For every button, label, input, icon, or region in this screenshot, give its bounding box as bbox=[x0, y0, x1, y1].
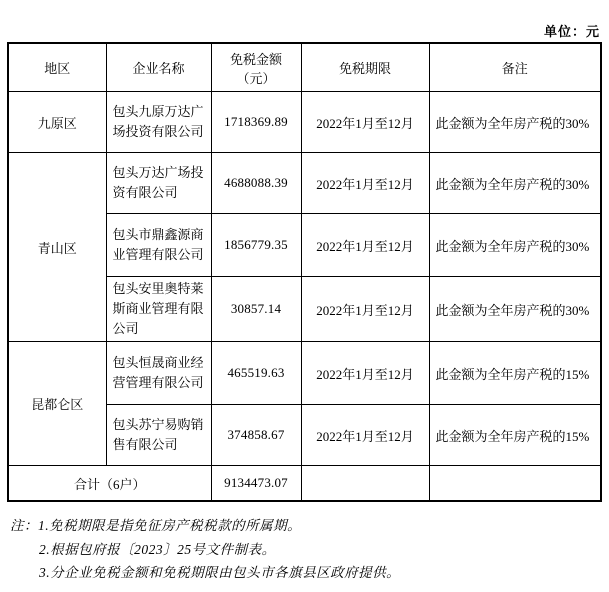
amount-cell: 30857.14 bbox=[211, 277, 301, 342]
table-row bbox=[8, 92, 601, 153]
footnote-line bbox=[10, 514, 400, 538]
table-header-row bbox=[8, 43, 601, 92]
region-cell: 昆都仑区 bbox=[8, 342, 106, 466]
company-cell: 包头市鼎鑫源商业管理有限公司 bbox=[106, 214, 211, 277]
remark-cell: 此金额为全年房产税的30% bbox=[429, 277, 601, 342]
table-row bbox=[8, 342, 601, 405]
period-cell: 2022年1月至12月 bbox=[301, 92, 429, 153]
company-cell: 包头苏宁易购销售有限公司 bbox=[106, 405, 211, 466]
footnote-line: 3.分企业免税金额和免税期限由包头市各旗县区政府提供。 bbox=[39, 565, 401, 580]
period-cell: 2022年1月至12月 bbox=[301, 153, 429, 214]
amount-cell: 1856779.35 bbox=[211, 214, 301, 277]
header-region: 地区 bbox=[8, 43, 106, 92]
footnote-text: 1.免税期限是指免征房产税税款的所属期。 bbox=[38, 518, 302, 533]
footnote-line: 2.根据包府报〔2023〕25号文件制表。 bbox=[39, 541, 276, 557]
amount-cell: 465519.63 bbox=[211, 342, 301, 405]
header-remark: 备注 bbox=[429, 43, 601, 92]
header-amount: 免税金额（元） bbox=[211, 43, 301, 92]
period-cell: 2022年1月至12月 bbox=[301, 342, 429, 405]
company-cell: 包头安里奥特莱斯商业管理有限公司 bbox=[106, 277, 211, 342]
region-cell: 青山区 bbox=[8, 153, 106, 342]
period-cell: 2022年1月至12月 bbox=[301, 405, 429, 466]
company-cell: 包头万达广场投资有限公司 bbox=[106, 153, 211, 214]
company-cell: 包头九原万达广场投资有限公司 bbox=[106, 92, 211, 153]
remark-cell: 此金额为全年房产税的30% bbox=[429, 153, 601, 214]
amount-cell: 4688088.39 bbox=[211, 153, 301, 214]
remark-cell: 此金额为全年房产税的15% bbox=[429, 342, 601, 405]
period-cell: 2022年1月至12月 bbox=[301, 214, 429, 277]
amount-cell: 1718369.89 bbox=[211, 92, 301, 153]
table-row bbox=[8, 153, 601, 214]
total-amount-cell: 9134473.07 bbox=[211, 466, 301, 501]
total-remark-cell-empty bbox=[429, 466, 601, 501]
header-company: 企业名称 bbox=[106, 43, 211, 92]
remark-cell: 此金额为全年房产税的15% bbox=[429, 405, 601, 466]
region-cell: 九原区 bbox=[8, 92, 106, 153]
remark-cell: 此金额为全年房产税的30% bbox=[429, 214, 601, 277]
total-period-cell-empty bbox=[301, 466, 429, 501]
total-label-cell: 合计（6户） bbox=[8, 466, 211, 501]
amount-cell: 374858.67 bbox=[211, 405, 301, 466]
tax-exemption-table bbox=[7, 42, 602, 502]
period-cell: 2022年1月至12月 bbox=[301, 277, 429, 342]
footnote-prefix: 注： bbox=[10, 518, 38, 533]
remark-cell: 此金额为全年房产税的30% bbox=[429, 92, 601, 153]
header-period: 免税期限 bbox=[301, 43, 429, 92]
company-cell: 包头恒晟商业经营管理有限公司 bbox=[106, 342, 211, 405]
unit-label: 单位：元 bbox=[543, 24, 600, 39]
footnotes bbox=[10, 514, 400, 585]
table-total-row bbox=[8, 466, 601, 501]
